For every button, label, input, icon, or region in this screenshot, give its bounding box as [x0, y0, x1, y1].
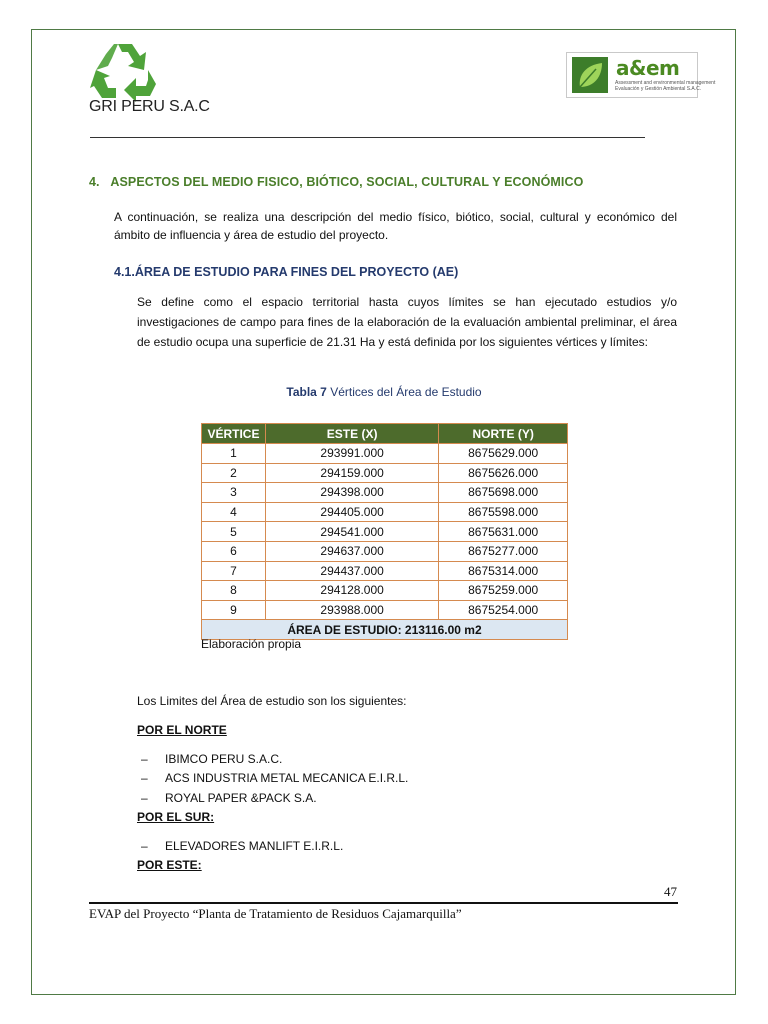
cell-norte: 8675631.000: [439, 522, 568, 542]
list-item: [141, 839, 343, 853]
limits-intro: Los Limites del Área de estudio son los siguientes:: [137, 694, 407, 708]
table-row: [202, 541, 568, 561]
section-number: 4.: [89, 175, 100, 189]
table-row: [202, 483, 568, 503]
cell-norte: 8675629.000: [439, 444, 568, 464]
table-row: [202, 561, 568, 581]
cell-norte: 8675277.000: [439, 541, 568, 561]
cell-vertice: 5: [202, 522, 266, 542]
south-heading: POR EL SUR:: [137, 810, 215, 824]
bullet-dash: –: [141, 791, 148, 805]
cell-norte: 8675259.000: [439, 581, 568, 601]
col-header-este: ESTE (X): [265, 424, 438, 444]
cell-este: 294405.000: [265, 502, 438, 522]
cell-vertice: 2: [202, 463, 266, 483]
table-row: [202, 600, 568, 620]
list-item: [141, 791, 317, 805]
cell-este: 293988.000: [265, 600, 438, 620]
bullet-dash: –: [141, 752, 148, 766]
table-row: [202, 522, 568, 542]
cell-vertice: 1: [202, 444, 266, 464]
vertices-table: [201, 423, 568, 640]
leaf-icon: [572, 57, 608, 93]
cell-este: 294398.000: [265, 483, 438, 503]
section-intro: A continuación, se realiza una descripción del medio físico, biótico, social, cultural y económico del ámbito de influencia y área de estudio del proyecto.: [114, 210, 677, 242]
bullet-dash: –: [141, 771, 148, 785]
cell-norte: 8675626.000: [439, 463, 568, 483]
south-item: ELEVADORES MANLIFT E.I.R.L.: [165, 839, 344, 853]
table-caption-text: Vértices del Área de Estudio: [330, 385, 482, 399]
col-header-norte: NORTE (Y): [439, 424, 568, 444]
cell-norte: 8675314.000: [439, 561, 568, 581]
table-row: [202, 502, 568, 522]
cell-vertice: 9: [202, 600, 266, 620]
cell-este: 294437.000: [265, 561, 438, 581]
aem-tagline-en: Assessment and environmental management: [615, 80, 716, 86]
table-row: [202, 581, 568, 601]
table-source: Elaboración propia: [201, 637, 302, 651]
cell-este: 294541.000: [265, 522, 438, 542]
cell-este: 294637.000: [265, 541, 438, 561]
table-caption: [0, 385, 768, 399]
cell-norte: 8675698.000: [439, 483, 568, 503]
aem-brand: a&em: [616, 56, 680, 80]
footer-divider: [89, 902, 678, 904]
subsection-body: Se define como el espacio territorial hasta cuyos límites se han ejecutado estudios y/o investigaciones de campo para fines de la elaboración de la evaluación ambiental preliminar, el área de estudio ocupa una superficie de 21.31 Ha y está definida por los siguientes vértices y límites:: [137, 295, 677, 349]
cell-este: 294159.000: [265, 463, 438, 483]
list-item: [141, 752, 282, 766]
table-caption-label: Tabla 7: [286, 385, 327, 399]
cell-este: 294128.000: [265, 581, 438, 601]
cell-vertice: 7: [202, 561, 266, 581]
table-row: [202, 463, 568, 483]
col-header-vertice: VÉRTICE: [202, 424, 266, 444]
section-title: [89, 175, 583, 189]
bullet-dash: –: [141, 839, 148, 853]
cell-este: 293991.000: [265, 444, 438, 464]
cell-norte: 8675254.000: [439, 600, 568, 620]
cell-vertice: 8: [202, 581, 266, 601]
north-item: ROYAL PAPER &PACK S.A.: [165, 791, 317, 805]
cell-norte: 8675598.000: [439, 502, 568, 522]
cell-vertice: 3: [202, 483, 266, 503]
aem-logo: [566, 52, 716, 98]
list-item: [141, 771, 408, 785]
section-title-text: ASPECTOS DEL MEDIO FISICO, BIÓTICO, SOCIAL, CULTURAL Y ECONÓMICO: [110, 175, 584, 189]
page-number: 47: [664, 884, 677, 899]
cell-vertice: 6: [202, 541, 266, 561]
table-row: [202, 444, 568, 464]
company-name: GRI PERU S.A.C: [89, 98, 210, 115]
header-divider: [90, 137, 645, 138]
footer-text: EVAP del Proyecto “Planta de Tratamiento de Residuos Cajamarquilla”: [89, 906, 462, 921]
east-heading: POR ESTE:: [137, 858, 202, 872]
north-item: ACS INDUSTRIA METAL MECANICA E.I.R.L.: [165, 771, 409, 785]
aem-tagline-es: Evaluación y Gestión Ambiental S.A.C.: [615, 86, 702, 92]
table-header-row: [202, 424, 568, 444]
area-total: ÁREA DE ESTUDIO: 213116.00 m2: [202, 620, 568, 640]
north-item: IBIMCO PERU S.A.C.: [165, 752, 283, 766]
recycle-logo-icon: [88, 40, 162, 102]
north-heading: POR EL NORTE: [137, 723, 227, 737]
subsection-title: 4.1.ÁREA DE ESTUDIO PARA FINES DEL PROYECTO (AE): [114, 265, 459, 279]
cell-vertice: 4: [202, 502, 266, 522]
